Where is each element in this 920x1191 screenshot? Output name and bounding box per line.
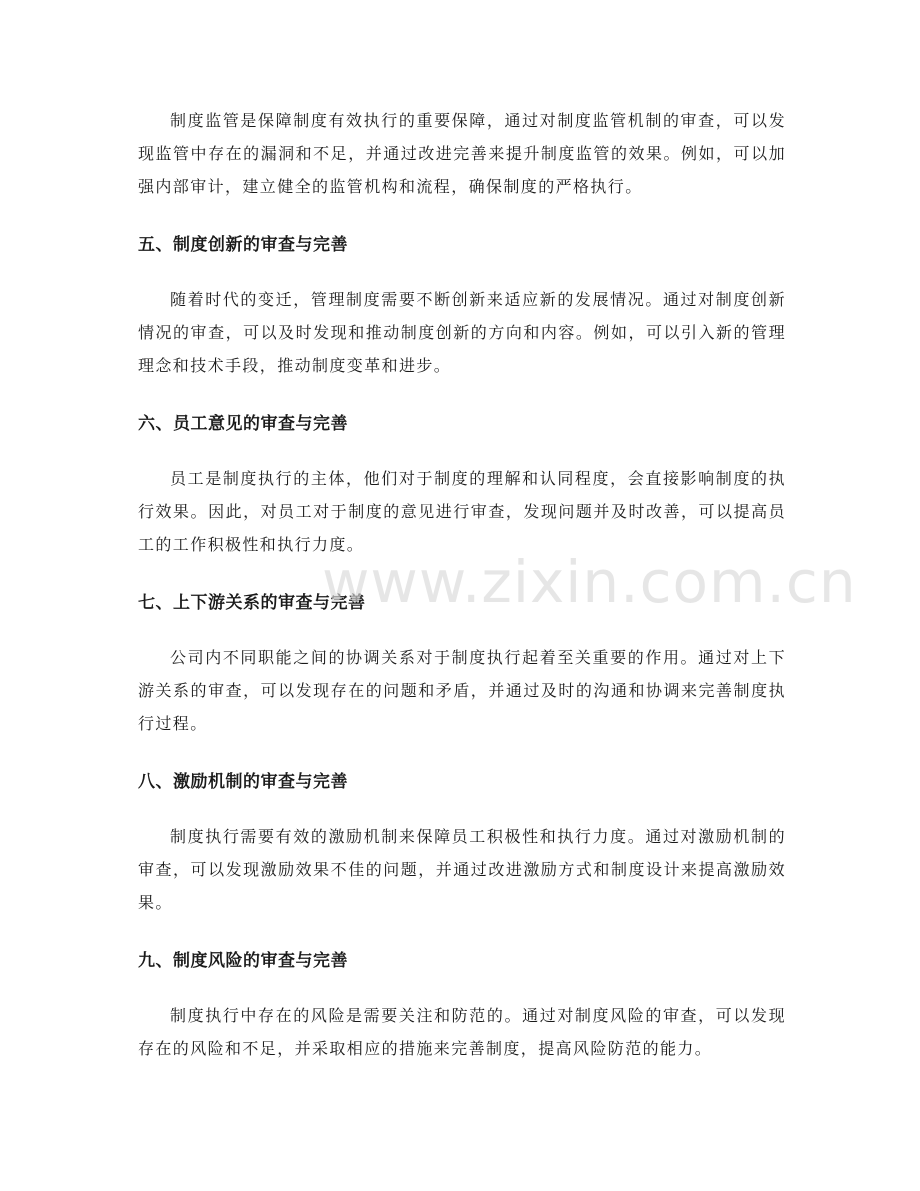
heading-section-8: 八、激励机制的审查与完善 [138,772,348,792]
paragraph-section-6: 员工是制度执行的主体，他们对于制度的理解和认同程度，会直接影响制度的执行效果。因此，对员工对于制度的意见进行审查，发现问题并及时改善，可以提高员工的工作积极性和执行力度。 [138,469,786,554]
heading-section-9: 九、制度风险的审查与完善 [138,951,348,971]
paragraph-section-7: 公司内不同职能之间的协调关系对于制度执行起着至关重要的作用。通过对上下游关系的审查，可以发现存在的问题和矛盾，并通过及时的沟通和协调来完善制度执行过程。 [138,648,786,733]
paragraph-section-8: 制度执行需要有效的激励机制来保障员工积极性和执行力度。通过对激励机制的审查，可以发现激励效果不佳的问题，并通过改进激励方式和制度设计来提高激励效果。 [138,827,786,912]
heading-section-6: 六、员工意见的审查与完善 [138,414,348,434]
paragraph-section-9: 制度执行中存在的风险是需要关注和防范的。通过对制度风险的审查，可以发现存在的风险和不足，并采取相应的措施来完善制度，提高风险防范的能力。 [138,1006,786,1058]
heading-section-5: 五、制度创新的审查与完善 [138,235,348,255]
paragraph-supervision: 制度监管是保障制度有效执行的重要保障，通过对制度监管机制的审查，可以发现监管中存在的漏洞和不足，并通过改进完善来提升制度监管的效果。例如，可以加强内部审计，建立健全的监管机构和流程，确保制度的严格执行。 [138,111,786,196]
watermark-text: www.zixin.com.cn [322,548,857,616]
document-body [138,104,786,1065]
heading-section-7: 七、上下游关系的审查与完善 [138,593,366,613]
paragraph-section-5: 随着时代的变迁，管理制度需要不断创新来适应新的发展情况。通过对制度创新情况的审查，可以及时发现和推动制度创新的方向和内容。例如，可以引入新的管理理念和技术手段，推动制度变革和进步。 [138,290,786,375]
